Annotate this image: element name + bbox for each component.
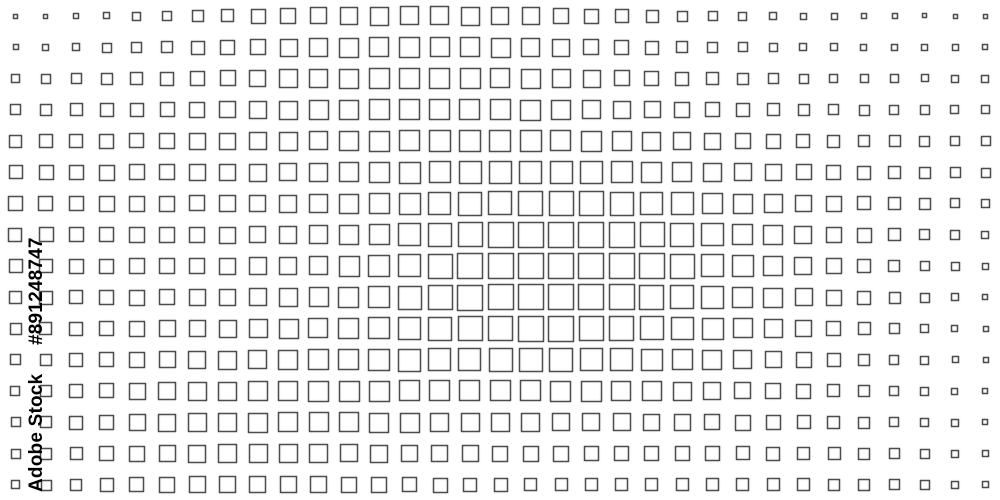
watermark-stock-id: #891248747: [26, 237, 47, 345]
watermark-brand-label: Adobe Stock: [26, 373, 47, 492]
